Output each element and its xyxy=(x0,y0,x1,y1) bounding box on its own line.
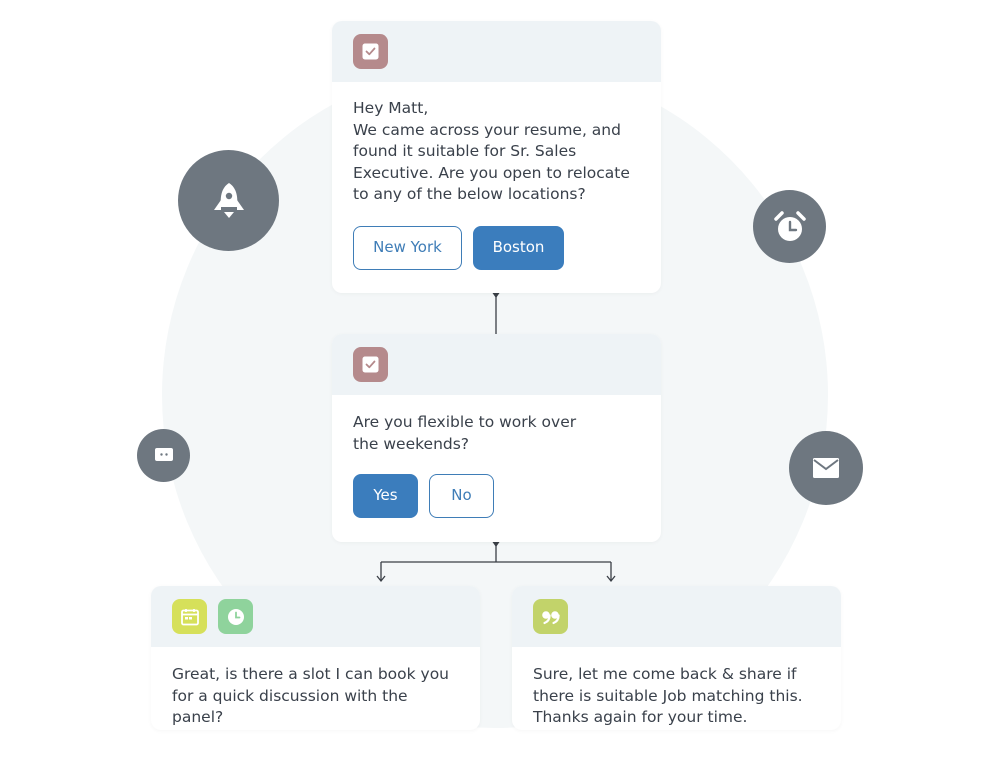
chat-bubble-badge xyxy=(137,429,190,482)
connector-dot-middle xyxy=(493,542,500,547)
checkbox-icon xyxy=(361,355,380,374)
option-new-york-button[interactable]: New York xyxy=(353,226,462,270)
checkbox-badge xyxy=(353,34,388,69)
chat-bubble-icon xyxy=(153,446,175,466)
message-text: Great, is there a slot I can book you for a quick discussion with the panel? xyxy=(172,665,450,726)
clock-badge xyxy=(218,599,253,634)
alarm-clock-badge xyxy=(753,190,826,263)
rocket-icon xyxy=(209,180,249,222)
rocket-badge xyxy=(178,150,279,251)
quote-badge xyxy=(533,599,568,634)
option-no-button[interactable]: No xyxy=(429,474,494,518)
option-yes-button[interactable]: Yes xyxy=(353,474,418,518)
calendar-badge xyxy=(172,599,207,634)
clock-icon xyxy=(226,607,246,627)
message-card-followup xyxy=(512,586,841,730)
mail-icon xyxy=(812,457,840,479)
connector-dot-top xyxy=(493,293,500,298)
location-options xyxy=(353,226,640,270)
weekend-options xyxy=(353,474,640,518)
calendar-icon xyxy=(180,607,200,627)
message-text: Are you flexible to work over the weekends? xyxy=(353,413,577,453)
card-header xyxy=(332,21,661,82)
quote-icon xyxy=(540,608,562,626)
message-text: Sure, let me come back & share if there is suitable Job matching this. Thanks again for your time. xyxy=(533,665,803,726)
card-header xyxy=(332,334,661,395)
checkbox-badge xyxy=(353,347,388,382)
checkbox-icon xyxy=(361,42,380,61)
mail-badge xyxy=(789,431,863,505)
message-card-weekends xyxy=(332,334,661,542)
greeting-text: Hey Matt, xyxy=(353,99,429,117)
message-card-booking xyxy=(151,586,480,730)
card-header xyxy=(151,586,480,647)
alarm-clock-icon xyxy=(773,210,807,244)
message-text: We came across your resume, and found it suitable for Sr. Sales Executive. Are you open to relocate to any of the below locations? xyxy=(353,120,630,203)
card-header xyxy=(512,586,841,647)
option-boston-button[interactable]: Boston xyxy=(473,226,564,270)
message-card-relocation xyxy=(332,21,661,293)
